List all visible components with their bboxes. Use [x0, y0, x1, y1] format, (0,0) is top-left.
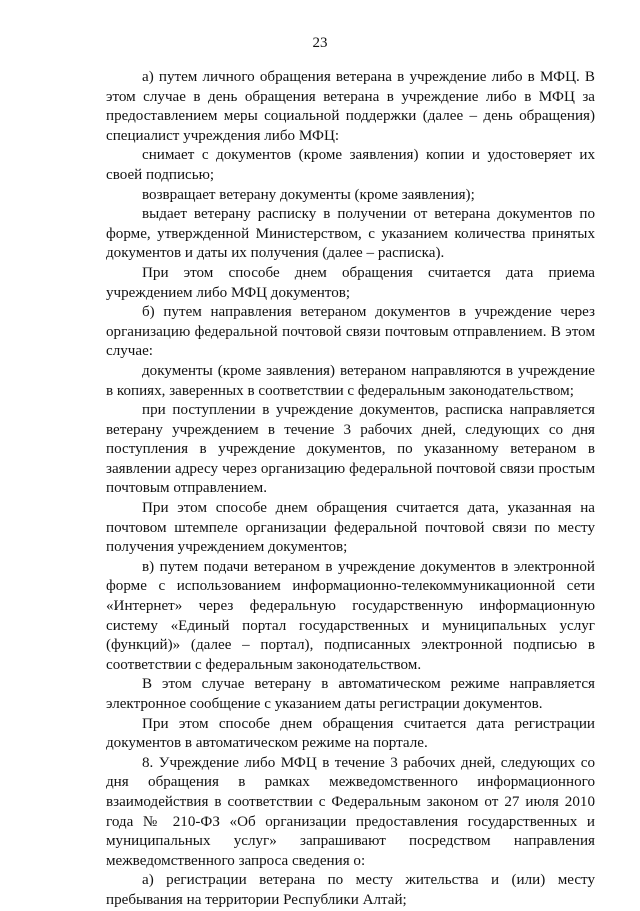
- paragraph-a-personal-visit: а) путем личного обращения ветерана в учреждение либо в МФЦ. В этом случае в день обращения ветерана в учреждение либо в МФЦ за предоставлением меры социальной поддержки (далее – день обращения) специалист учреждения либо МФЦ:: [106, 69, 595, 144]
- paragraph-copies: снимает с документов (кроме заявления) копии и удостоверяет их своей подписью;: [106, 147, 595, 183]
- paragraph-postal-receipt: при поступлении в учреждение документов, расписка направляется ветерану учреждением в течение 3 рабочих дней, следующих со дня поступления в учреждение документов, по указанному ветераном в заявлении адресу через организацию федеральной почтовой связи простым почтовым отправлением.: [106, 402, 595, 497]
- paragraph-date-postal: При этом способе днем обращения считается дата, указанная на почтовом штемпеле организации федеральной почтовой связи по месту получения учреждением документов;: [106, 500, 595, 556]
- paragraph-b-postal: б) путем направления ветераном документов в учреждение через организацию федеральной почтовой связи почтовым отправлением. В этом случае:: [106, 304, 595, 360]
- paragraph-date-personal: При этом способе днем обращения считается дата приема учреждением либо МФЦ документов;: [106, 264, 595, 301]
- document-body: [106, 68, 595, 911]
- paragraph-postal-copies: документы (кроме заявления) ветераном направляются в учреждение в копиях, заверенных в соответствии с федеральным законодательством;: [106, 362, 595, 399]
- paragraph-item-8: 8. Учреждение либо МФЦ в течение 3 рабочих дней, следующих со дня обращения в рамках межведомственного информационного взаимодействия в соответствии с Федеральным законом от 27 июля 2010 года № 210-ФЗ «Об организации предоставления государственных и муниципальных услуг» запрашивают посредством направления межведомственного запроса сведения о:: [106, 754, 595, 869]
- paragraph-date-electronic: При этом способе днем обращения считается дата регистрации документов в автоматическом режиме на портале.: [106, 715, 595, 752]
- paragraph-c-electronic: в) путем подачи ветераном в учреждение документов в электронной форме с использованием информационно-телекоммуникационной сети «Интернет» через федеральную государственную информационную систему «Единый портал государственных и муниципальных услуг (функций)» (далее – портал), подписанных электронной подписью в соответствии с федеральным законодательством.: [106, 558, 595, 673]
- page-number: 23: [312, 35, 328, 51]
- paragraph-return-documents: возвращает ветерану документы (кроме заявления);: [142, 186, 475, 203]
- paragraph-electronic-message: В этом случае ветерану в автоматическом режиме направляется электронное сообщение с указанием даты регистрации документов.: [106, 676, 595, 712]
- paragraph-8a-registration: а) регистрации ветерана по месту жительства и (или) месту пребывания на территории Республики Алтай;: [106, 872, 595, 908]
- paragraph-receipt: выдает ветерану расписку в получении от ветерана документов по форме, утвержденной Министерством, с указанием количества принятых документов и даты их получения (далее – расписка).: [106, 206, 595, 262]
